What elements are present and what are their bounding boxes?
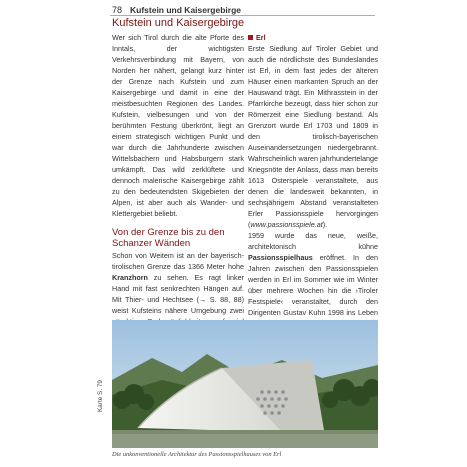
- intro-line: Wer sich Tirol durch die alte Pforte des: [112, 33, 244, 42]
- intro-line: an einem strategisch wichtigen Punkt: [112, 121, 244, 141]
- text-segment: zu sehen. Es ragt linker Hand mit fast senkrechten Hängen auf. Mit Thier- und Hechtsee (→ S. 88, 88) weist Kufsteins nähere Umgebung zwei: [112, 273, 244, 315]
- intro-line: schen Wittelsbachern und Habsburgern: [112, 143, 244, 163]
- subheading-line-1: Von der Grenze bis zu den: [112, 227, 225, 238]
- passion-website: www.passionsspiele.at: [250, 220, 323, 229]
- intro-line: gelangt kurz hinter der Grenze nach Kuf: [112, 66, 244, 86]
- kranzhorn-term: Kranzhorn: [112, 273, 148, 282]
- running-title: Kufstein und Kaisergebirge: [130, 5, 241, 15]
- intro-line: zu den bedeutendsten Skigebieten der: [112, 187, 244, 196]
- intro-line: in eine der meistbesuchten Regionen des: [112, 88, 244, 108]
- intro-line: stark umkämpft. Das wild zerklüftete und: [112, 154, 244, 174]
- intro-line: dennoch malerische Kaisergebirge zählt: [112, 176, 244, 185]
- intro-line: Inntals, der wichtigsten Verkehrsverbin: [112, 44, 244, 64]
- intro-line: der berühmten Festung überkrönt, liegt: [112, 110, 244, 130]
- text-segment: Schon von Weitem ist an der bayerisch-tirolischen Grenze das 1366 Meter hohe: [112, 251, 244, 271]
- intro-line: Alpen, ist aber auch als Wander- und: [112, 198, 244, 207]
- erl-paragraph-1: [248, 43, 378, 230]
- map-reference: Karte S. 79: [97, 380, 104, 412]
- text-segment: ).: [322, 220, 328, 229]
- page-number: 78: [112, 5, 123, 15]
- intro-line: stein und zum Kaisergebirge und damit: [112, 77, 245, 97]
- header-rule: [110, 15, 375, 16]
- intro-line: und war durch die Jahrhunderte zwi: [112, 132, 244, 152]
- subheading-line-2: Schanzer Wänden: [112, 238, 191, 249]
- passionsspielhaus-photo: [112, 320, 378, 448]
- intro-paragraph: [112, 32, 244, 219]
- intro-line: dung mit Bayern, von Norden her nähert,: [112, 55, 244, 75]
- passionsspielhaus-term: Passionsspielhaus: [248, 253, 313, 262]
- subheading: [112, 227, 244, 249]
- photo-caption: Die unkonventionelle Architektur des Passionsspielhauses von Erl: [112, 451, 282, 458]
- intro-line: Klettergebiet beliebt.: [112, 209, 178, 218]
- photo-illustration: [112, 320, 378, 448]
- erl-heading-label: Erl: [256, 33, 266, 42]
- square-bullet-icon: [248, 35, 253, 40]
- erl-heading: [248, 32, 378, 43]
- text-segment: eröffnet. In den Jahren zwischen den Passionsspielen werden in Erl im Sommer wie im Winter über mehrere Wochen hin die ›Tiroler Festspiele‹ veranstaltet, durch den Dirigenten Gustav Kuhn 1998 ins Leben: [248, 253, 378, 317]
- text-segment: Erste Siedlung auf Tiroler Gebiet und auch die nördlichste des Bundeslandes ist Erl, in dem fast jedes der älteren Häuser einen markanten Spruch an der Hauswand trägt. Ein Mithrasstein in der Pfarrkirche bezeugt, dass hier schon zur Römerzeit eine Siedlung bestand. Als Grenzort wurde Erl 1703 und 1809 in den tirolisch-bayerischen Auseinandersetzungen niedergebrannt. Wahrscheinlich waren jahrhundertelange Kriegsnöte der Anlass, dass man bereits 1613 Osterspiele veranstaltete, aus denen die landesweit bekannten, in sechsjährigem Abstand veranstalteten Erler Passionsspiele hervorgingen (: [248, 44, 378, 229]
- section-title: Kufstein und Kaisergebirge: [112, 17, 245, 29]
- text-segment: 1959 wurde das neue, weiße, architektonisch kühne: [248, 231, 378, 251]
- intro-line: Landes. Kufstein, vielbesungen und von: [112, 99, 244, 119]
